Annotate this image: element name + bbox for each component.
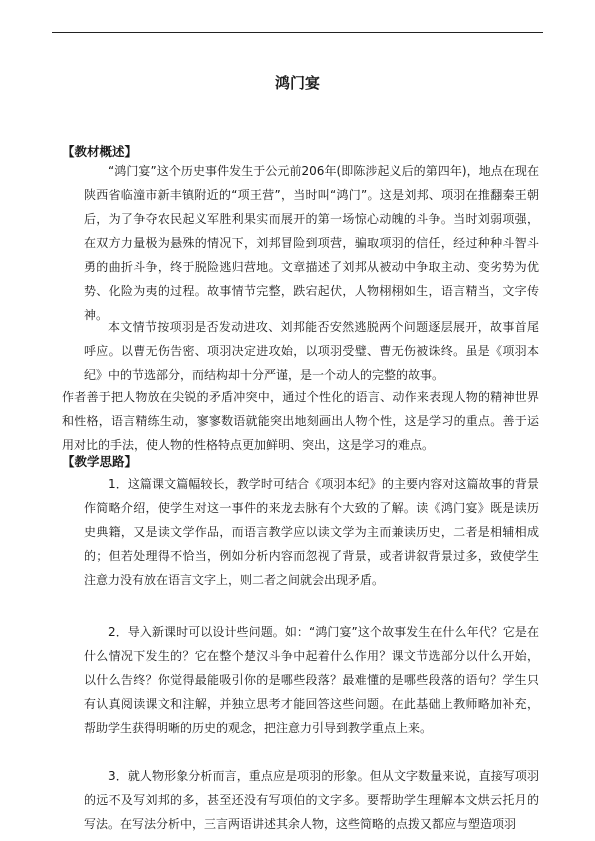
approach-paragraph-2: 2．导入新课时可以设计些问题。如：“鸿门宴”这个故事发生在什么年代？它是在什么情况下发生的？它在整个楚汉斗争中起着什么作用？课文节选部分以什么开始，以什么告终？你觉得最能吸引你的是哪些段落？最难懂的是哪些段落的语句？学生只有认真阅读课文和注解，并独立思考才能回答这些问题。在此基础上教师略加补充，帮助学生获得明晰的历史的观念，把注意力引导到教学重点上来。 bbox=[84, 625, 539, 735]
section-heading-teaching-approach: 【教学思路】 bbox=[62, 454, 138, 469]
document-title: 鸿门宴 bbox=[274, 74, 320, 92]
overview-paragraph-3: 作者善于把人物放在尖锐的矛盾冲突中，通过个性化的语言、动作来表现人物的精神世界和性格，语言精练生动，寥寥数语就能突出地刻画出人物个性，这是学习的重点。善于运用对比的手法，使人物的性格特点更加鲜明、突出，这是学习的难点。 bbox=[62, 390, 539, 452]
overview-paragraph-2: 本文情节按项羽是否发动进攻、刘邦能否安然逃脱两个问题逐层展开，故事首尾呼应。以曹无伤告密、项羽决定进攻始，以项羽受璧、曹无伤被诛终。虽是《项羽本纪》中的节选部分，而结构却十分严谨，是一个动人的完整的故事。 bbox=[84, 320, 539, 382]
approach-paragraph-3: 3．就人物形象分析而言，重点应是项羽的形象。但从文字数量来说，直接写项羽的远不及写刘邦的多，甚至还没有写项伯的文字多。要帮助学生理解本文烘云托月的写法。在写法分析中，三言两语讲述其余人物，这些简略的点拨又都应与塑造项羽 bbox=[84, 769, 539, 831]
header-rule bbox=[52, 32, 543, 33]
approach-paragraph-1: 1．这篇课文篇幅较长，教学时可结合《项羽本纪》的主要内容对这篇故事的背景作简略介绍，使学生对这一事件的来龙去脉有个大致的了解。读《鸿门宴》既是读历史典籍，又是读文学作品，而语言教学应以读文学为主而兼读历史，二者是相辅相成的；但若处理得不恰当，例如分析内容而忽视了背景，或者讲叙背景过多，致使学生注意力没有放在语言文字上，则二者之间就会出现矛盾。 bbox=[84, 477, 539, 587]
section-heading-textbook-overview: 【教材概述】 bbox=[62, 144, 138, 159]
overview-paragraph-1: “鸿门宴”这个历史事件发生于公元前206年(即陈涉起义后的第四年)，地点在现在陕西省临潼市新丰镇附近的“项王营”，当时叫“鸿门”。这是刘邦、项羽在推翻秦王朝后，为了争夺农民起义军胜利果实而展开的第一场惊心动魄的斗争。当时刘弱项强，在双方力量极为悬殊的情况下，刘邦冒险到项营，骗取项羽的信任，经过种种斗智斗勇的曲折斗争，终于脱险逃归营地。文章描述了刘邦从被动中争取主动、变劣势为优势、化险为夷的过程。故事情节完整，跌宕起伏，人物栩栩如生，语言精当，文字传神。 bbox=[84, 164, 539, 322]
